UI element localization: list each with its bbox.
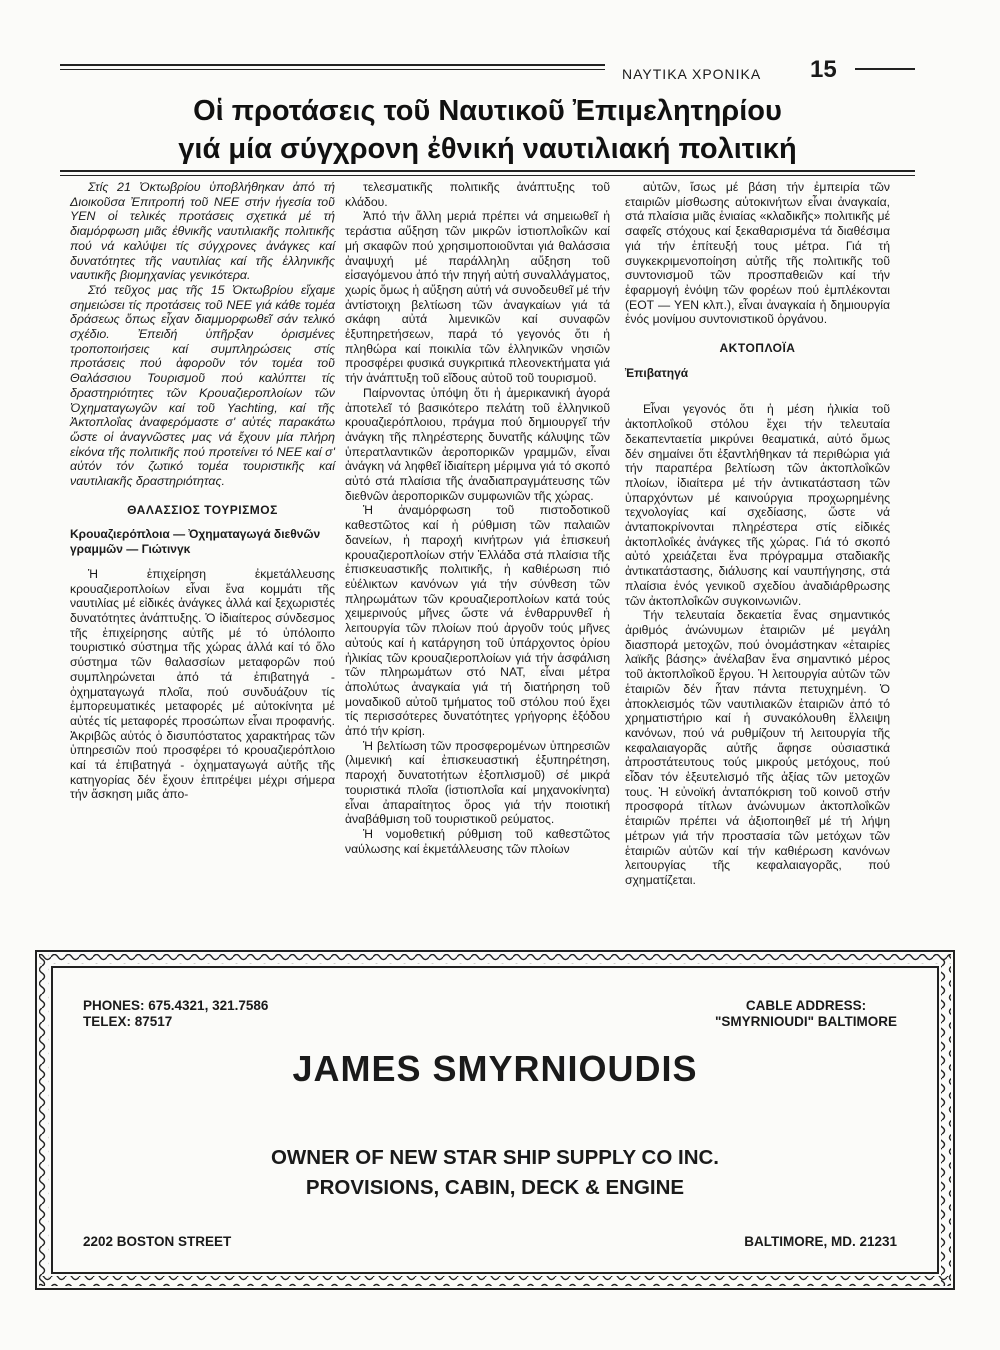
header-rule-left — [60, 64, 605, 66]
advertisement-box — [35, 950, 955, 1290]
intro-paragraph: Στό τεῦχος μας τῆς 15 Ὀκτωβρίου εἴχαμε σημειώσει τίς προτάσεις τοῦ ΝΕΕ γιά κάθε τομέα δράσεως ὅπως εἶχαν διαμμορφωθεῖ σάν τελικό σχέδιο. Ἐπειδή ὑπῆρξαν ὁρισμένες τροποποιήσεις καί συμπληρώσεις στίς προτάσεις πού ἀφοροῦν τόν τομέα τοῦ Θαλάσσιου Τουρισμοῦ πού καλύπτει τίς δραστηριότητες τῶν Κρουαζιεροπλοίων τῶν Ὀχηματαγωγῶν καί τοῦ Yachting, καί τῆς Ἀκτοπλοΐας ἀναφερόμαστε σ' αὐτές παρακάτω ὥστε οἱ ἀναγνῶστες μας νά ἔχουν μία πλήρη εἰκόνα τῆς πολιτικῆς πού προτείνει τό ΝΕΕ καί σ' αὐτόν τόν ζωτικό τομέα τουριστικῆς καί ναυτιλιακῆς δραστηριότητας. — [70, 282, 335, 489]
headline-line-2: γιά μία σύγχρονη ἐθνική ναυτιλιακή πολιτική — [178, 133, 797, 165]
ad-street-address: 2202 BOSTON STREET — [83, 1234, 232, 1249]
ad-phones: PHONES: 675.4321, 321.7586 — [83, 998, 269, 1013]
headline-line-1: Οἱ προτάσεις τοῦ Ναυτικοῦ Ἐπιμελητηρίου — [193, 95, 782, 127]
header-rule-left-thin — [60, 69, 605, 70]
article-headline — [60, 92, 915, 168]
body-paragraph: Ἡ βελτίωση τῶν προσφερομένων ὑπηρεσιῶν (λιμενική καί ἐπισκευαστική ἐξυπηρέτηση, παροχή δυνατοτήτων ἐξοπλισμοῦ) σέ μικρά τουριστικά πλοῖα (ἱστιοπλοΐα καί μηχανοκίνητα) εἶναι ἀπαραίτητος ὅρος γιά τήν ποιοτική ἀναβάθμιση τοῦ τουριστικοῦ ρεύματος. — [345, 738, 610, 827]
magazine-title: ΝΑΥΤΙΚΑ ΧΡΟΝΙΚΑ — [622, 66, 762, 82]
ad-telex: TELEX: 87517 — [83, 1014, 173, 1029]
article-column-1 — [70, 180, 335, 802]
ad-cable-value: "SMYRNIOUDI" BALTIMORE — [714, 1014, 897, 1029]
body-paragraph: αὐτῶν, ἴσως μέ βάση τήν ἐμπειρία τῶν εταιριῶν μίσθωσης αὐτοκινήτων εἶναι ἀναγκαία, στά πλαίσια μιᾶς ἑνιαίας «κλαδικῆς» πολιτικῆς μέ σαφεῖς στόχους καί ξεκαθαρισμένα τά διαθέσιμα γιά τήν ἐπίτευξή τους μέτρα. Γιά τή συγκεκριμενοποίηση αὐτῆς τῆς πολιτικῆς τοῦ συντονισμοῦ τῶν προσπαθειῶν καί τήν ἐφαρμογή ἐνόψη τῶν φορέων πού ἐμπλέκονται (ΕΟΤ — ΥΕΝ κλπ.), εἶναι ἀναγκαία ἡ δημιουργία ἑνός μονίμου συντονιστικοῦ ὀργάνου. — [625, 180, 890, 327]
intro-paragraph: Στίς 21 Ὀκτωβρίου ὑποβλήθηκαν ἀπό τή Διοικοῦσα Ἐπιτροπή τοῦ ΝΕΕ στήν ἡγεσία τοῦ ΥΕΝ οἱ τελικές προτάσεις σχετικά μέ τή διαμόρφωση μιᾶς ἐθνικῆς ναυτιλιακῆς πολιτικῆς πού νά καλύψει τίς σύγχρονες ἀνάγκες καί δυνατότητες τῆς ναυτιλίας καί τῆς ἑλληνικῆς ναυτικῆς βιομηχανίας γενικότερα. — [70, 180, 335, 283]
ad-owner-line: OWNER OF NEW STAR SHIP SUPPLY CO INC. — [270, 1146, 720, 1169]
headline-rule-thin — [60, 175, 915, 176]
header-rule-right — [855, 68, 915, 70]
section-heading-sea-tourism: ΘΑΛΑΣΣΙΟΣ ΤΟΥΡΙΣΜΟΣ — [127, 502, 278, 517]
body-paragraph: Ἡ νομοθετική ρύθμιση τοῦ καθεστῶτος ναύλωσης καί ἐκμετάλλευσης τῶν πλοίων — [345, 826, 610, 856]
body-paragraph: Τήν τελευταία δεκαετία ἕνας σημαντικός ἀριθμός ἀνώνυμων ἑταιριῶν μέ μεγάλη διασπορά μετοχῶν, πού ὀνομάστηκαν «ἑταιρίες λαϊκῆς βάσης» ἀνέλαβαν ἕνα σημαντικό μέρος τοῦ ἀκτοπλοΐκοῦ ἔργου. Ἡ λειτουργία αὐτῶν τῶν ἑταιριῶν δέν ἦταν πάντα πετυχημένη. Ὁ ἀποκλεισμός τῶν ναυτιλιακῶν ἑταιριῶν ἀπό τό χρηματιστήριο καί ἡ συνακόλουθη ἔλλειψη κανόνων, πού νά ρυθμίζουν τή λειτουργία τῆς κεφαλαιαγορᾶς αὐτῆς ἄφησε οὐσιαστικά ἀπροστάτευτους τούς μικρούς μετόχους, πού εἶδαν τόν ἐξευτελισμό τῆς ἀξίας τῶν μετοχῶν τους. Ἡ εὐνοϊκή ἀνταπόκριση τοῦ κοινοῦ στήν προσφορά τίτλων ἀνώνυμων ἀκτοπλοΐκῶν ἑταιριῶν πρέπει νά ἀξιοποιηθεῖ μέ τή λήψη μέτρων γιά τήν προστασία τῶν μετόχων τῶν ἑταιριῶν αὐτῶν καί τήν καθιέρωση κανόνων λειτουργίας τῆς κεφαλαιαγορᾶς, πού σχηματίζεται. — [625, 608, 890, 887]
subheading-passenger-ships: Ἐπιβατηγά — [625, 365, 689, 380]
ad-cable-block — [715, 998, 897, 1030]
ad-provisions-line: PROVISIONS, CABIN, DECK & ENGINE — [305, 1176, 685, 1199]
body-paragraph: τελεσματικῆς πολιτικῆς ἀνάπτυξης τοῦ κλάδου. — [345, 180, 610, 209]
headline-rule — [60, 170, 915, 172]
ad-cable-label: CABLE ADDRESS: — [745, 998, 867, 1013]
subheading-cruise-ships: Κρουαζιερόπλοια — Ὀχηματαγωγά διεθνῶν γραμμῶν — Γιώτινγκ — [70, 527, 321, 557]
ad-description — [53, 1143, 937, 1203]
ad-contact-block — [83, 998, 268, 1030]
body-paragraph: Ἡ ἀναμόρφωση τοῦ πιστοδοτικοῦ καθεστῶτος καί ἡ ρύθμιση τῶν παλαιῶν δανείων, ἡ παροχή κινήτρων γιά ἐπισκευή κρουαζιεροπλοίων στήν Ἑλλάδα στά πλαίσια τῆς ἐπισκευαστικῆς πολιτικῆς, ἡ καθιέρωση πιό εὐέλικτων κανόνων γιά τήν σύνθεση τῶν πληρωμάτων τῶν κρουαζιεροπλοίων κατά τούς χειμερινούς μῆνες ὥστε νά ἐνθαρρυνθεῖ ἡ λειτουργία τῶν πλοίων πού ἀργοῦν τούς μῆνες αὐτούς καί ἡ κατάργηση τοῦ ὑπάρχοντος ὁρίου ἡλικίας τῶν κρουαζιεροπλοίων γιά τήν ἀσφάλιση τῶν πληρωμάτων στό ΝΑΤ, εἶναι μέτρα ἀπολύτως ἀναγκαία γιά τή διατήρηση τοῦ μοναδικοῦ αὐτοῦ τμήματος τοῦ στόλου πού ἔχει τίς περισσότερες δυνατότητες γρήγορης ἐξόδου ἀπό τήν κρίση. — [345, 503, 610, 739]
body-paragraph: Ἀπό τήν ἄλλη μεριά πρέπει νά σημειωθεῖ ἡ τεράστια αὔξηση τῶν μικρῶν ἱστιοπλοΐκῶν καί μή σκαφῶν πού χρησιμοποιοῦνται γιά θαλάσσια ἀναψυχή μέ παράλληλη αὔξηση τοῦ εἰσαγόμενου ἀπό τήν πηγή αὐτή συναλλάγματος, χωρίς ὅμως ἡ αὔξηση αὐτή νά συνοδευθεῖ μέ τήν ἀντίστοιχη βελτίωση τῶν ἀναγκαίων γιά τά σκάφη αὐτά λιμενικῶν καί συναφῶν ἐξυπηρετήσεων, παρά τό γεγονός ὅτι ἡ πληθώρα καί ποικιλία τῶν ἑλληνικῶν νησιῶν προσφέρει φυσικά συγκριτικά πλεονεκτήματα γιά τήν ἀνάπτυξη τοῦ εἴδους αὐτοῦ τοῦ τουρισμοῦ. — [345, 209, 611, 386]
body-paragraph: Ἡ ἐπιχείρηση ἐκμετάλλευσης κρουαζιεροπλοίων εἶναι ἕνα κομμάτι τῆς ναυτιλίας μέ εἰδικές ἀνάγκες ἀλλά καί ξεχωριστές δυνατότητες ἀνάπτυξης. Ὁ ἰδιαίτερος σύνδεσμος τῆς ἐπιχείρησης αὐτῆς μέ τό ὑπόλοιπο τουριστικό σύστημα τῆς χώρας ἀλλά καί τό ὅλο σύστημα τῶν θαλασσίων μεταφορῶν πού συμπληρώνεται ἀπό τά ἐπιβατηγά - ὀχηματαγωγά πλοῖα, πού συνδυάζουν τίς ἐμπορευματικές μεταφορές μέ αὐτοκίνητα μέ αὐτές τίς μεταφορές προσώπων εἶναι προφανής. Ἀκριβῶς αὐτός ὁ δισυπόστατος χαρακτήρας τῶν ὑπηρεσιῶν πού προσφέρει τό κρουαζιερόπλοιο καί τά ἐπιβατηγά - ὀχηματαγωγά αὐτῆς τῆς κατηγορίας δέν ἔχουν ἐπιτρέψει μέχρι σήμερα τήν ἄσκηση μιᾶς ἀπο- — [70, 566, 335, 802]
ad-company-name: JAMES SMYRNIOUDIS — [292, 1048, 698, 1089]
article-column-2 — [345, 180, 610, 856]
article-column-3 — [625, 180, 890, 888]
ad-city-address: BALTIMORE, MD. 21231 — [744, 1234, 897, 1249]
body-paragraph: Παίρνοντας ὑπόψη ὅτι ἡ ἀμερικανική ἀγορά ἀποτελεῖ τό βασικότερο πελάτη τοῦ ἑλληνικοῦ κρουαζιερόπλοιου, πράγμα πού δημιουργεῖ τήν ἀνάγκη τῆς πληρέστερης δυνατῆς κάλυψης τῶν ὑπερατλαντικῶν ἀεροπορικῶν γραμμῶν, εἶναι ἀνάγκη νά ληφθεῖ ἰδιαίτερη μέριμνα γιά τό σκοπό αὐτό στά πλαίσια τῆς ἀναδιαπραγμάτευσης τῶν διεθνῶν ἀεροπορικῶν συμφωνιῶν τῆς χώρας. — [345, 385, 610, 503]
article-intro — [70, 180, 335, 489]
body-paragraph: Εἶναι γεγονός ὅτι ἡ μέση ἡλικία τοῦ ἀκτοπλοΐκοῦ στόλου ἔχει τήν τελευταία δεκαπενταετία μικρύνει θεαματικά, αὐτό ὅμως δέν σημαίνει ὅτι ἐξαντλήθηκαν τά περιθώρια γιά τήν παραπέρα βελτίωση τῶν ἀκτοπλοΐκῶν πλοίων, ἰδιαίτερα μέ τήν ἀντικατάσταση τῶν ὑπαρχόντων μέ καινούργια προχωρημένης τεχνολογίας καί σχεδίασης, ὥστε νά ἀνταποκρίνονται πληρέστερα στίς εἰδικές ἀκτοπλοΐκές ἀνάγκες τῆς χώρας. Γιά τό σκοπό αὐτό χρειάζεται ἕνα πρόγραμμα σταδιακῆς ἀντικατάστασης, διάλυσης καί ναυπήγησης, στά πλαίσια ἑνός γενικοῦ σχεδίου ἀναδιάρθρωσης τῶν ἀκτοπλοΐκῶν συγκοινωνιῶν. — [625, 402, 890, 608]
section-heading-coastal-shipping: ΑΚΤΟΠΛΟΪΑ — [719, 341, 796, 356]
advertisement-inner — [51, 966, 939, 1274]
page-number: 15 — [810, 56, 837, 83]
